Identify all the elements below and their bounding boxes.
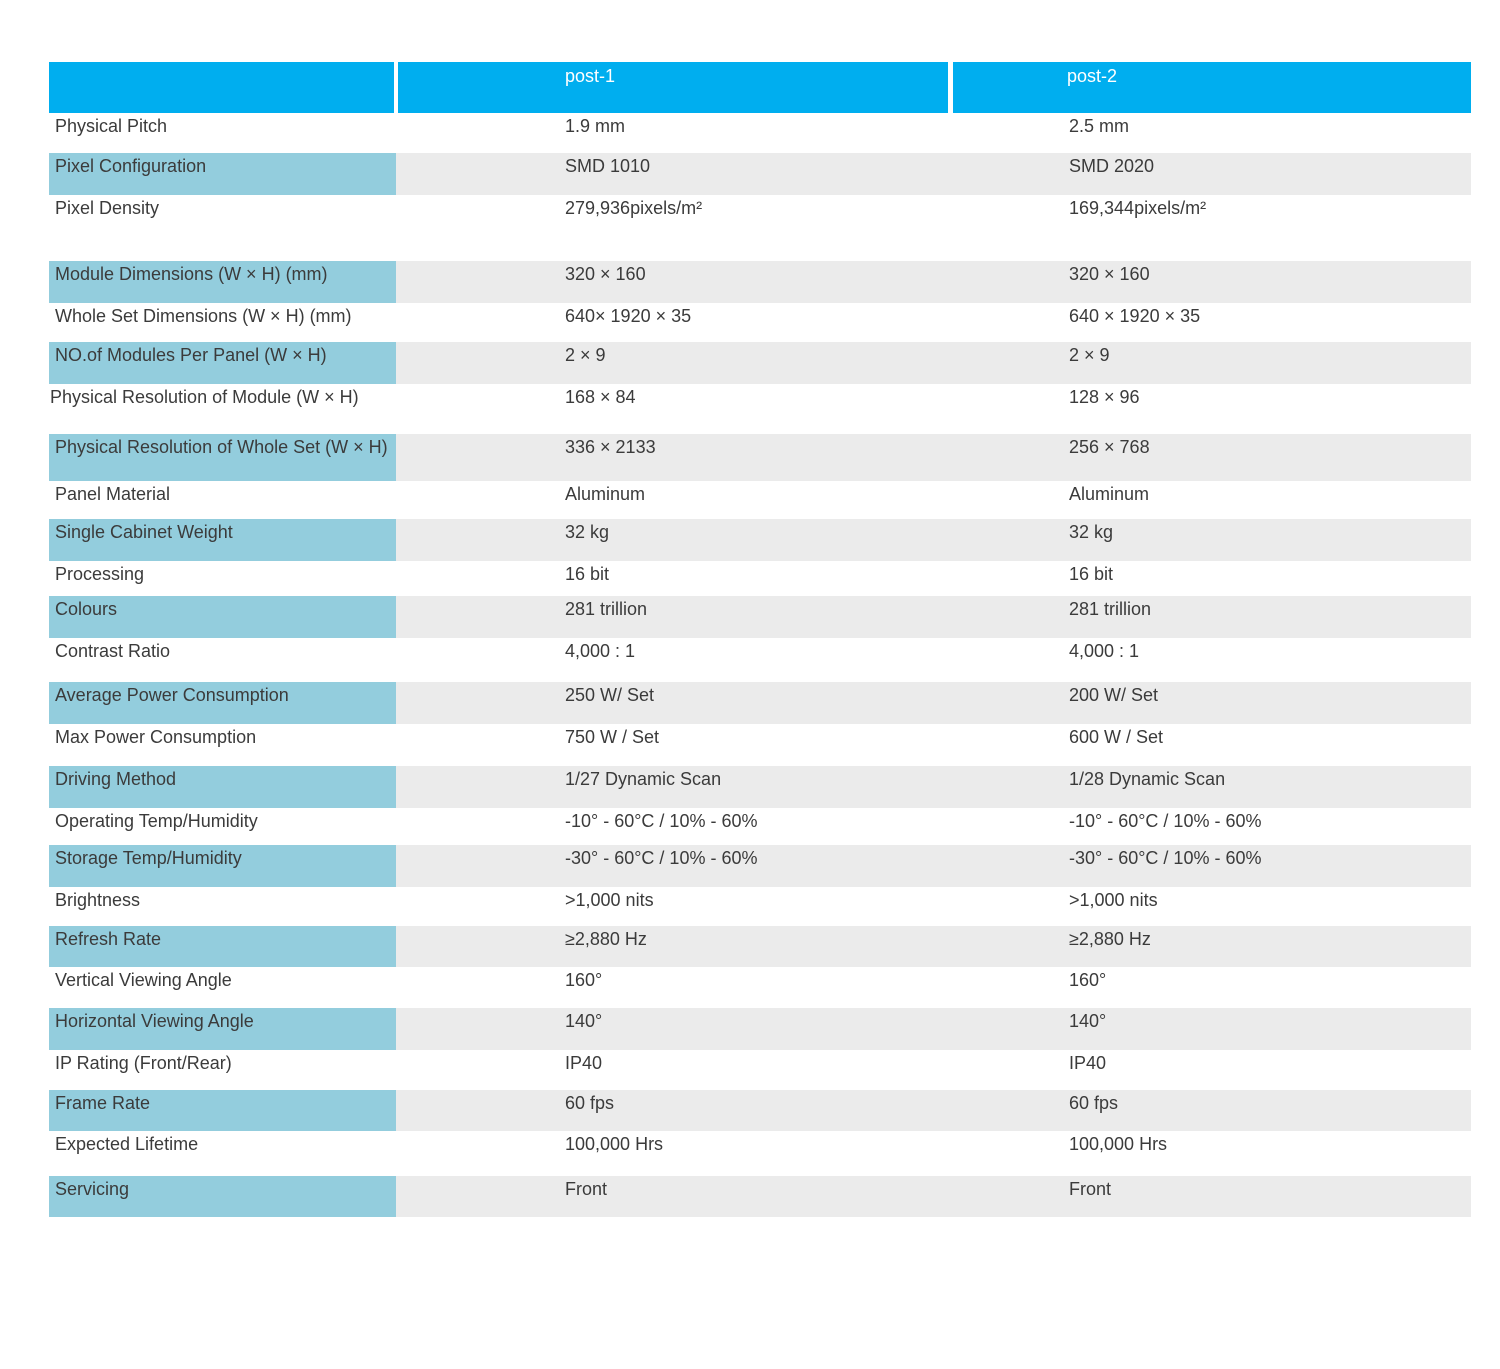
post-1-value: Front [565, 1179, 608, 1199]
table-row [49, 434, 1471, 481]
post-1-value: Aluminum [565, 484, 646, 504]
spec-label: Operating Temp/Humidity [55, 811, 258, 831]
post-2-value: 140° [1069, 1011, 1107, 1031]
table-row [49, 1176, 1471, 1217]
post-1-value: SMD 1010 [565, 156, 651, 176]
post-2-value: Aluminum [1069, 484, 1150, 504]
table-row [49, 342, 1471, 384]
post-2-value: IP40 [1069, 1053, 1107, 1073]
post-1-value: 140° [565, 1011, 603, 1031]
spec-label: Processing [55, 564, 145, 584]
post-1-value: 32 kg [565, 522, 610, 542]
spec-label: Physical Resolution of Module (W × H) [50, 387, 359, 407]
table-row [49, 638, 1471, 682]
spec-label: Max Power Consumption [55, 727, 257, 747]
table-row [49, 153, 1471, 195]
spec-label: Contrast Ratio [55, 641, 171, 661]
table-row [49, 195, 1471, 261]
spec-label: Whole Set Dimensions (W × H) (mm) [55, 306, 352, 326]
post-1-value: 4,000 : 1 [565, 641, 636, 661]
spec-label: Pixel Configuration [55, 156, 207, 176]
spec-label: Horizontal Viewing Angle [55, 1011, 254, 1031]
post-2-value: Front [1069, 1179, 1112, 1199]
spec-label: Module Dimensions (W × H) (mm) [55, 264, 328, 284]
post-1-value: -30° - 60°C / 10% - 60% [565, 848, 758, 868]
post-1-value: 160° [565, 970, 603, 990]
spec-label: Driving Method [55, 769, 177, 789]
spec-label: Expected Lifetime [55, 1134, 199, 1154]
table-row [49, 967, 1471, 1008]
table-row [49, 261, 1471, 303]
post-2-value: 32 kg [1069, 522, 1114, 542]
post-1-value: 100,000 Hrs [565, 1134, 664, 1154]
table-row [49, 561, 1471, 596]
post-2-value: 60 fps [1069, 1093, 1119, 1113]
post-2-value: 100,000 Hrs [1069, 1134, 1168, 1154]
post-1-value: 750 W / Set [565, 727, 660, 747]
table-row [49, 808, 1471, 845]
header-post-2-label: post-2 [1067, 66, 1118, 86]
post-1-value: 250 W/ Set [565, 685, 655, 705]
post-2-value: 128 × 96 [1069, 387, 1140, 407]
spec-label: Brightness [55, 890, 141, 910]
post-2-value: 169,344pixels/m² [1069, 198, 1207, 218]
post-2-value: 320 × 160 [1069, 264, 1150, 284]
header-cell-post-1 [398, 62, 948, 113]
post-1-value: 336 × 2133 [565, 437, 656, 457]
header-post-1-label: post-1 [565, 66, 616, 86]
spec-label: Pixel Density [55, 198, 160, 218]
post-1-value: 1/27 Dynamic Scan [565, 769, 722, 789]
spec-label: IP Rating (Front/Rear) [55, 1053, 232, 1073]
table-row [49, 845, 1471, 887]
post-2-value: SMD 2020 [1069, 156, 1155, 176]
post-2-value: 1/28 Dynamic Scan [1069, 769, 1226, 789]
post-1-value: ≥2,880 Hz [565, 929, 647, 949]
spec-label: Refresh Rate [55, 929, 162, 949]
post-2-value: >1,000 nits [1069, 890, 1158, 910]
spec-label: Colours [55, 599, 118, 619]
spec-label: NO.of Modules Per Panel (W × H) [55, 345, 327, 365]
post-2-value: 256 × 768 [1069, 437, 1150, 457]
post-1-value: 60 fps [565, 1093, 615, 1113]
spec-label: Frame Rate [55, 1093, 151, 1113]
post-1-value: 2 × 9 [565, 345, 606, 365]
table-row [49, 766, 1471, 808]
post-1-value: 640× 1920 × 35 [565, 306, 692, 326]
post-1-value: 281 trillion [565, 599, 648, 619]
table-row [49, 1090, 1471, 1131]
post-2-value: -10° - 60°C / 10% - 60% [1069, 811, 1262, 831]
post-2-value: ≥2,880 Hz [1069, 929, 1151, 949]
post-2-value: 640 × 1920 × 35 [1069, 306, 1201, 326]
spec-label: Average Power Consumption [55, 685, 289, 705]
post-2-value: 200 W/ Set [1069, 685, 1159, 705]
post-1-value: 16 bit [565, 564, 610, 584]
spec-label: Panel Material [55, 484, 171, 504]
post-2-value: 281 trillion [1069, 599, 1152, 619]
table-row [49, 1131, 1471, 1176]
spec-label: Storage Temp/Humidity [55, 848, 242, 868]
table-row [49, 113, 1471, 153]
table-row [49, 1008, 1471, 1050]
table-row [49, 384, 1471, 434]
table-row [49, 519, 1471, 561]
spec-label: Physical Resolution of Whole Set (W × H) [55, 437, 388, 457]
table-row [49, 887, 1471, 926]
table-row [49, 481, 1471, 519]
post-2-value: 4,000 : 1 [1069, 641, 1140, 661]
table-row [49, 1050, 1471, 1090]
spec-label: Vertical Viewing Angle [55, 970, 232, 990]
post-2-value: 160° [1069, 970, 1107, 990]
table-row [49, 724, 1471, 766]
post-1-value: 279,936pixels/m² [565, 198, 703, 218]
post-1-value: >1,000 nits [565, 890, 654, 910]
table-row [49, 926, 1471, 967]
table-row [49, 596, 1471, 638]
spec-label: Single Cabinet Weight [55, 522, 233, 542]
post-1-value: 320 × 160 [565, 264, 646, 284]
post-2-value: 2 × 9 [1069, 345, 1110, 365]
post-1-value: 1.9 mm [565, 116, 626, 136]
header-cell-post-2 [953, 62, 1471, 113]
post-2-value: 2.5 mm [1069, 116, 1130, 136]
spec-label: Physical Pitch [55, 116, 168, 136]
spec-table [49, 62, 1471, 1199]
post-1-value: 168 × 84 [565, 387, 636, 407]
table-row [49, 682, 1471, 724]
post-1-value: -10° - 60°C / 10% - 60% [565, 811, 758, 831]
header-cell-empty [49, 62, 394, 113]
table-row [49, 303, 1471, 342]
post-2-value: 16 bit [1069, 564, 1114, 584]
post-1-value: IP40 [565, 1053, 603, 1073]
table-header [49, 62, 1471, 113]
post-2-value: -30° - 60°C / 10% - 60% [1069, 848, 1262, 868]
post-2-value: 600 W / Set [1069, 727, 1164, 747]
spec-label: Servicing [55, 1179, 130, 1199]
